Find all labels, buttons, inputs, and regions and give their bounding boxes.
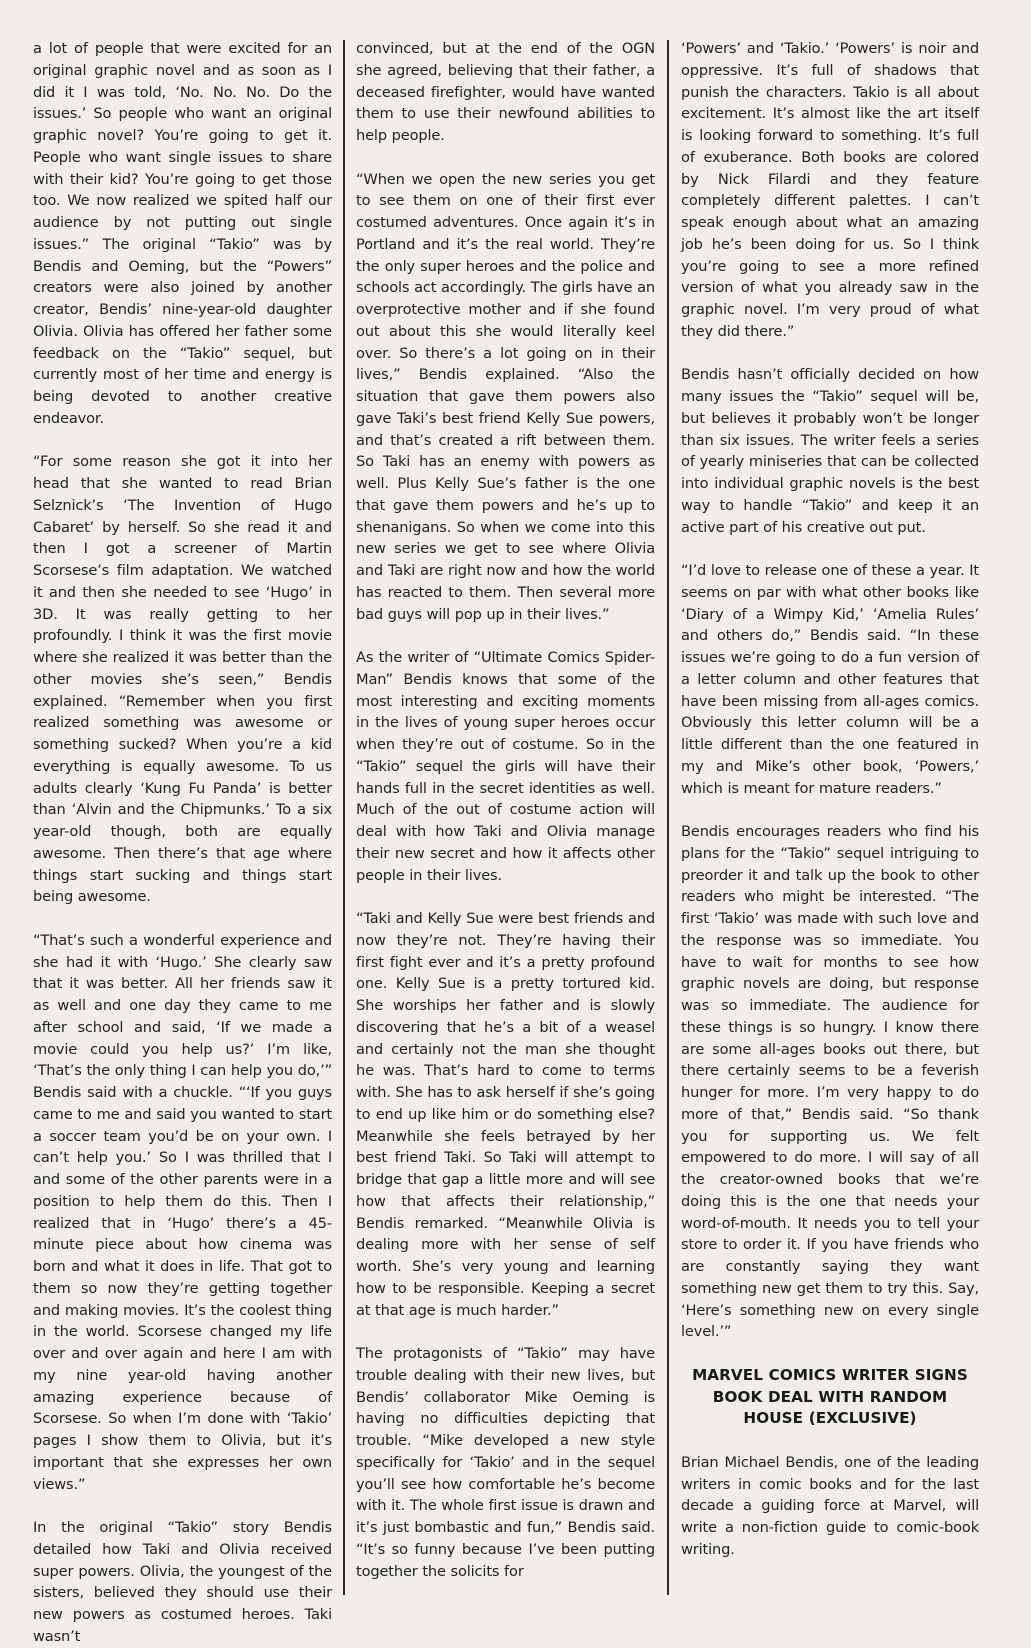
- paragraph: “That’s such a wonderful experience and she had it with ‘Hugo.’ She clearly saw that it was better. All her friends saw it as well and one day they came to me after school and said, ‘If we made a movie could you help us?’ I’m like, ‘That’s the only thing I can help you do,’” Bendis said with a chuckle. “‘If you guys came to me and said you wanted to start a soccer team you’d be on your own. I can’t help you.’ So I was thrilled that I and some of the other parents were in a position to help them do this. Then I realized that in ‘Hugo’ there’s a 45-minute piece about how cinema was born and what it does in life. That got to them so now they’re getting together and making movies. It’s the coolest thing in the world. Scorsese changed my life over and over again and here I am with my nine year-old having another amazing experience because of Scorsese. So when I’m done with ‘Takio’ pages I show them to Olivia, but it’s important that she expresses her own views.”: [33, 931, 332, 1493]
- column-divider: [667, 40, 669, 1595]
- paragraph: a lot of people that were excited for an original graphic novel and as soon as I did it I was told, ‘No. No. No. Do the issues.’ So people who want an original graphic novel? You’re going to get it. People who want single issues to share with their kid? You’re going to get those too. We now realized we spited half our audience by not putting out single issues.” The original “Takio” was by Bendis and Oeming, but the “Powers” creators were also joined by another creator, Bendis’ nine-year-old daughter Olivia. Olivia has offered her father some feedback on the “Takio” sequel, but currently most of her time and energy is being devoted to another creative endeavor.: [33, 40, 332, 427]
- text-column-1: [33, 38, 332, 1645]
- paragraph: In the original “Takio” story Bendis detailed how Taki and Olivia received super powers. Olivia, the youngest of the sisters, believed they should use their new powers as costumed heroes. Taki wasn’t: [33, 1519, 332, 1645]
- paragraph: “I’d love to release one of these a year. It seems on par with what other books like ‘Diary of a Wimpy Kid,’ ‘Amelia Rules’ and others do,” Bendis said. “In these issues we’re going to do a fun version of a letter column and other features that have been missing from all-ages comics. Obviously this letter column will be a little different than the one featured in my and Mike’s other book, ‘Powers,’ which is meant for mature readers.”: [681, 562, 979, 797]
- paragraph: ‘Powers’ and ‘Takio.’ ‘Powers’ is noir and oppressive. It’s full of shadows that punish the characters. Takio is all about excitement. It’s almost like the art itself is looking forward to something. It’s full of exuberance. Both books are colored by Nick Filardi and they feature completely different palettes. I can’t speak enough about what an amazing job he’s been doing for us. So I think you’re going to see a more refined version of what you already saw in the graphic novel. I’m very proud of what they did there.”: [681, 40, 979, 340]
- paragraph: “Taki and Kelly Sue were best friends and now they’re not. They’re having their first fight ever and it’s a pretty profound one. Kelly Sue is a pretty tortured kid. She worships her father and is slowly discovering that he’s a bit of a weasel and certainly not the man she thought he was. That’s hard to come to terms with. She has to ask herself if she’s going to end up like him or do something else? Meanwhile she feels betrayed by her best friend Taki. So Taki will attempt to bridge that gap a little more and will see how that affects their relationship,” Bendis remarked. “Meanwhile Olivia is dealing more with her sense of self worth. She’s very young and learning how to be responsible. Keeping a secret at that age is much harder.”: [356, 910, 655, 1319]
- text-column-2: [356, 38, 655, 1593]
- paragraph: Brian Michael Bendis, one of the leading writers in comic books and for the last decade a guiding force at Marvel, will write a non-fiction guide to comic-book writing.: [681, 1453, 979, 1558]
- column-divider: [343, 40, 345, 1595]
- paragraph: “For some reason she got it into her head that she wanted to read Brian Selznick’s ‘The Invention of Hugo Cabaret’ by herself. So she read it and then I got a screener of Martin Scorsese’s film adaptation. We watched it and then she needed to see ‘Hugo’ in 3D. It was really getting to her profoundly. I think it was the first movie where she realized it was better than the other movies she’s seen,” Bendis explained. “Remember when you first realized something was awesome or something sucked? When you’re a kid everything is equally awesome. To us adults clearly ‘Kung Fu Panda’ is better than ‘Alvin and the Chipmunks.’ To a six year-old though, both are equally awesome. Then there’s that age where things start sucking and things start being awesome.: [33, 453, 332, 906]
- paragraph: Bendis encourages readers who find his plans for the “Takio” sequel intriguing to preorder it and talk up the book to other readers who might be interested. “The first ‘Takio’ was made with such love and the response was so immediate. You have to wait for months to see how graphic novels are doing, but response was so immediate. The audience for these things is so hungry. I know there are some all-ages books out there, but there certainly seems to be a feverish hunger for more. I’m very happy to do more of that,” Bendis said. “So thank you for supporting us. We felt empowered to do more. I will say of all the creator-owned books that we’re doing this is the one that needs your word-of-mouth. It needs you to tell your store to order it. If you have friends who are constantly saying they want something new get them to try this. Say, ‘Here’s something new on every single level.’”: [681, 823, 979, 1341]
- paragraph: Bendis hasn’t officially decided on how many issues the “Takio” sequel will be, but believes it probably won’t be longer than six issues. The writer feels a series of yearly miniseries that can be collected into individual graphic novels is the best way to handle “Takio” and keep it an active part of his creative out put.: [681, 366, 979, 536]
- paragraph: The protagonists of “Takio” may have trouble dealing with their new lives, but Bendis’ collaborator Mike Oeming is having no difficulties depicting that trouble. “Mike developed a new style specifically for ‘Takio’ and in the sequel you’ll see how comfortable he’s become with it. The whole first issue is drawn and it’s just bombastic and fun,” Bendis said. “It’s so funny because I’ve been putting together the solicits for: [356, 1345, 655, 1580]
- paragraph: “When we open the new series you get to see them on one of their first ever costumed adventures. Once again it’s in Portland and it’s the real world. They’re the only super heroes and the police and schools act accordingly. The girls have an overprotective mother and if she found out about this she would literally keel over. So there’s a lot going on in their lives,” Bendis explained. “Also the situation that gave them powers also gave Taki’s best friend Kelly Sue powers, and that’s created a rift between them. So Taki has an enemy with powers as well. Plus Kelly Sue’s father is the one that gave them powers and he’s up to shenanigans. So when we come into this new series we get to see where Olivia and Taki are right now and how the world has reacted to them. Then several more bad guys will pop up in their lives.”: [356, 170, 655, 623]
- section-headline: MARVEL COMICS WRITER SIGNS BOOK DEAL WITH RANDOM HOUSE (EXCLUSIVE): [692, 1365, 968, 1428]
- paragraph: convinced, but at the end of the OGN she agreed, believing that their father, a deceased firefighter, would have wanted them to use their newfound abilities to help people.: [356, 40, 655, 144]
- paragraph: As the writer of “Ultimate Comics Spider-Man” Bendis knows that some of the most interesting and exciting moments in the lives of young super heroes occur when they’re out of costume. So in the “Takio” sequel the girls will have their hands full in the secret identities as well. Much of the out of costume action will deal with how Taki and Olivia manage their new secret and how it affects other people in their lives.: [356, 649, 655, 884]
- text-column-3: [681, 38, 979, 1593]
